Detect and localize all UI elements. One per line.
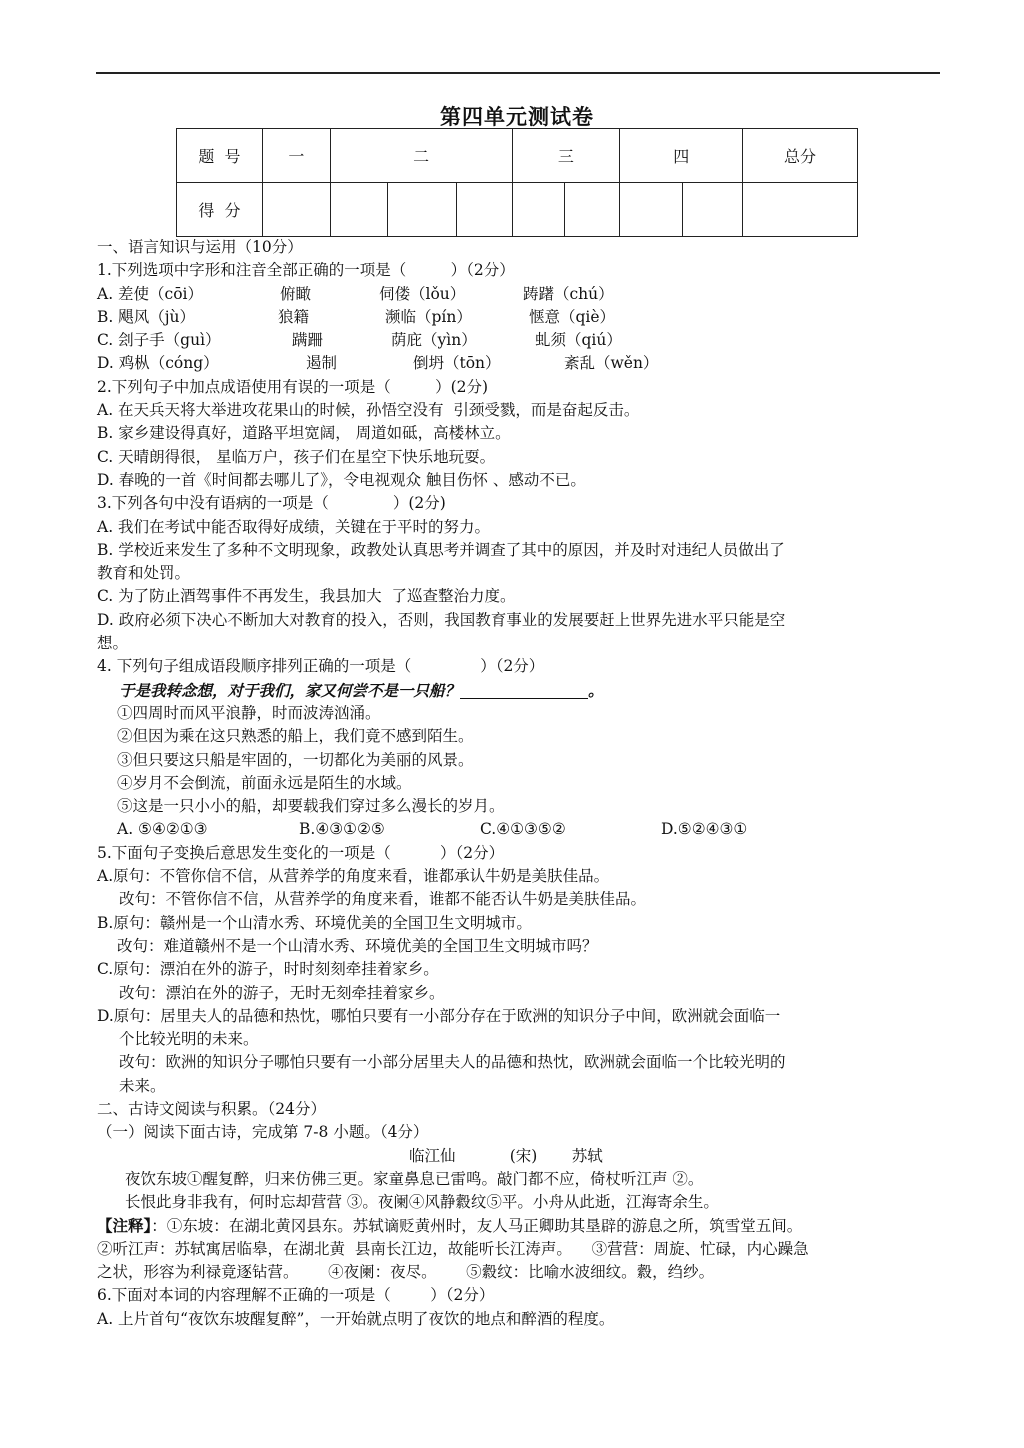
question-1-option-a: A. 差使（cōi） 俯瞰 伺偻（lǒu） 踌躇（chú） bbox=[97, 284, 614, 303]
question-2-option-a: A. 在天兵天将大举进攻花果山的时候，孙悟空没有 引颈受戮，而是奋起反击。 bbox=[97, 401, 640, 420]
question-3-option-c: C. 为了防止酒驾事件不再发生，我县加大 了巡查整治力度。 bbox=[97, 587, 516, 606]
question-6-stem: 6.下面对本词的内容理解不正确的一项是（ ）（2分） bbox=[97, 1286, 495, 1305]
col-header-3: 三 bbox=[512, 129, 620, 183]
answer-blank[interactable] bbox=[460, 682, 588, 699]
poem-line-1: 夜饮东坡①醒复醉，归来仿佛三更。家童鼻息已雷鸣。敲门都不应，倚杖听江声 ②。 bbox=[125, 1169, 704, 1188]
section-2-subheading: （一）阅读下面古诗，完成第 7-8 小题。（4分） bbox=[97, 1123, 429, 1142]
question-5-d-revised: 改句：欧洲的知识分子哪怕只要有一小部分居里夫人的品德和热忱，欧洲就会面临一个比较光明的 bbox=[119, 1053, 786, 1072]
question-4-sentence-1: ①四周时而风平浪静，时而波涛汹涌。 bbox=[117, 703, 381, 722]
question-2-option-b: B. 家乡建设得真好，道路平坦宽阔， 周道如砥，高楼林立。 bbox=[97, 424, 511, 443]
question-4-sentence-3: ③但只要这只船是牢固的，一切都化为美丽的风景。 bbox=[117, 750, 474, 769]
score-cell[interactable] bbox=[620, 183, 683, 237]
question-4-sentence-2: ②但因为乘在这只熟悉的船上，我们竟不感到陌生。 bbox=[117, 727, 474, 746]
question-5-d-original: D.原句：居里夫人的品德和热忱，哪怕只要有一小部分存在于欧洲的知识分子中间，欧洲就会面临一 bbox=[97, 1006, 781, 1025]
question-1-option-c: C. 刽子手（guì） 蹒跚 荫庇（yìn） 虬须（qiú） bbox=[97, 331, 622, 350]
notes-line-3: 之状，形容为利禄竟逐钻营。 ④夜阑：夜尽。 ⑤縠纹：比喻水波细纹。縠，绉纱。 bbox=[97, 1263, 715, 1282]
col-header-4: 四 bbox=[620, 129, 743, 183]
score-cell[interactable] bbox=[565, 183, 620, 237]
score-cell[interactable] bbox=[262, 183, 330, 237]
score-table bbox=[176, 128, 858, 237]
question-6-option-a: A. 上片首句“夜饮东坡醒复醉”，一开始就点明了夜饮的地点和醉酒的程度。 bbox=[97, 1309, 615, 1328]
score-cell-total[interactable] bbox=[743, 183, 858, 237]
question-2-option-d: D. 春晚的一首《时间都去哪儿了》，令电视观众 触目伤怀 、感动不已。 bbox=[97, 470, 586, 489]
question-3-option-b: B. 学校近来发生了多种不文明现象，政教处认真思考并调查了其中的原因，并及时对违纪人员做出了 bbox=[97, 540, 785, 559]
row-label-question-number: 题 号 bbox=[177, 129, 263, 183]
question-5-c-original: C.原句：漂泊在外的游子，时时刻刻牵挂着家乡。 bbox=[97, 960, 439, 979]
question-3-stem: 3.下列各句中没有语病的一项是（ ）(2分) bbox=[97, 494, 446, 513]
score-cell[interactable] bbox=[387, 183, 456, 237]
question-4-option-c: C.④①③⑤② bbox=[480, 820, 566, 839]
question-5-d-original-cont: 个比较光明的未来。 bbox=[119, 1030, 259, 1049]
question-4-option-a: A. ⑤④②①③ bbox=[117, 820, 208, 839]
question-5-b-original: B.原句：赣州是一个山清水秀、环境优美的全国卫生文明城市。 bbox=[97, 913, 532, 932]
notes-line-2: ②听江声：苏轼寓居临皋，在湖北黄 县南长江边，故能听长江涛声。 ③营营：周旋、忙碌，内心躁急 bbox=[97, 1239, 809, 1258]
col-header-total: 总分 bbox=[743, 129, 858, 183]
question-5-d-revised-cont: 未来。 bbox=[119, 1076, 166, 1095]
question-1-stem: 1.下列选项中字形和注音全部正确的一项是（ ）（2分） bbox=[97, 261, 515, 280]
col-header-2: 二 bbox=[330, 129, 512, 183]
question-4-sentence-5: ⑤这是一只小小的船，却要载我们穿过多么漫长的岁月。 bbox=[117, 797, 505, 816]
question-2-stem: 2.下列句子中加点成语使用有误的一项是（ ）(2分) bbox=[97, 377, 489, 396]
question-4-options bbox=[97, 818, 942, 841]
poem-title: 临江仙 (宋) 苏轼 bbox=[409, 1146, 603, 1165]
question-1-option-b: B. 飓风（jù） 狼籍 濒临（pín） 惬意（qiè） bbox=[97, 307, 616, 326]
section-1-heading: 一、语言知识与运用（10分） bbox=[97, 238, 303, 256]
question-3-option-d-cont: 想。 bbox=[97, 634, 129, 653]
question-5-a-original: A.原句：不管你信不信，从营养学的角度来看，谁都承认牛奶是美肤佳品。 bbox=[97, 867, 610, 886]
question-5-b-revised: 改句：难道赣州不是一个山清水秀、环境优美的全国卫生文明城市吗？ bbox=[117, 936, 598, 955]
header-rule bbox=[96, 72, 940, 74]
score-cell[interactable] bbox=[683, 183, 743, 237]
question-1-option-d: D. 鸡枞（cóng） 遏制 倒坍（tōn） 紊乱（wěn） bbox=[97, 354, 659, 373]
question-5-stem: 5.下面句子变换后意思发生变化的一项是（ ）（2分） bbox=[97, 843, 505, 862]
page-title: 第四单元测试卷 bbox=[440, 105, 594, 129]
col-header-1: 一 bbox=[262, 129, 330, 183]
section-2-heading: 二、古诗文阅读与积累。（24分） bbox=[97, 1099, 326, 1118]
score-cell[interactable] bbox=[330, 183, 387, 237]
question-5-a-revised: 改句：不管你信不信，从营养学的角度来看，谁都不能否认牛奶是美肤佳品。 bbox=[119, 890, 647, 909]
question-5-c-revised: 改句：漂泊在外的游子，无时无刻牵挂着家乡。 bbox=[119, 983, 445, 1002]
notes-label: 【注释】 bbox=[97, 1216, 152, 1236]
question-4-sentence-4: ④岁月不会倒流，前面永远是陌生的水域。 bbox=[117, 773, 412, 792]
score-cell[interactable] bbox=[456, 183, 512, 237]
question-4-option-b: B.④③①②⑤ bbox=[299, 820, 385, 839]
exam-content bbox=[97, 236, 942, 1331]
question-4-lead-sentence: 于是我转念想，对于我们，家又何尝不是一只船？ 。 bbox=[119, 680, 604, 700]
poem-line-2: 长恨此身非我有，何时忘却营营 ③。夜阑④风静縠纹⑤平。小舟从此逝，江海寄余生。 bbox=[125, 1193, 719, 1212]
question-4-stem: 4. 下列句子组成语段顺序排列正确的一项是（ ）（2分） bbox=[97, 657, 545, 676]
question-3-option-b-cont: 教育和处罚。 bbox=[97, 564, 191, 583]
notes-line-1: 【注释】：①东坡：在湖北黄冈县东。苏轼谪贬黄州时，友人马正卿助其垦辟的游息之所，筑雪堂五间。 bbox=[97, 1216, 803, 1236]
question-3-option-d: D. 政府必须下决心不断加大对教育的投入，否则，我国教育事业的发展要赶上世界先进水平只能是空 bbox=[97, 610, 786, 629]
row-label-score: 得 分 bbox=[177, 183, 263, 237]
question-3-option-a: A. 我们在考试中能否取得好成绩，关键在于平时的努力。 bbox=[97, 517, 491, 536]
question-4-option-d: D.⑤②④③① bbox=[661, 820, 748, 839]
question-2-option-c: C. 天晴朗得很， 星临万户，孩子们在星空下快乐地玩耍。 bbox=[97, 447, 496, 466]
score-cell[interactable] bbox=[512, 183, 565, 237]
